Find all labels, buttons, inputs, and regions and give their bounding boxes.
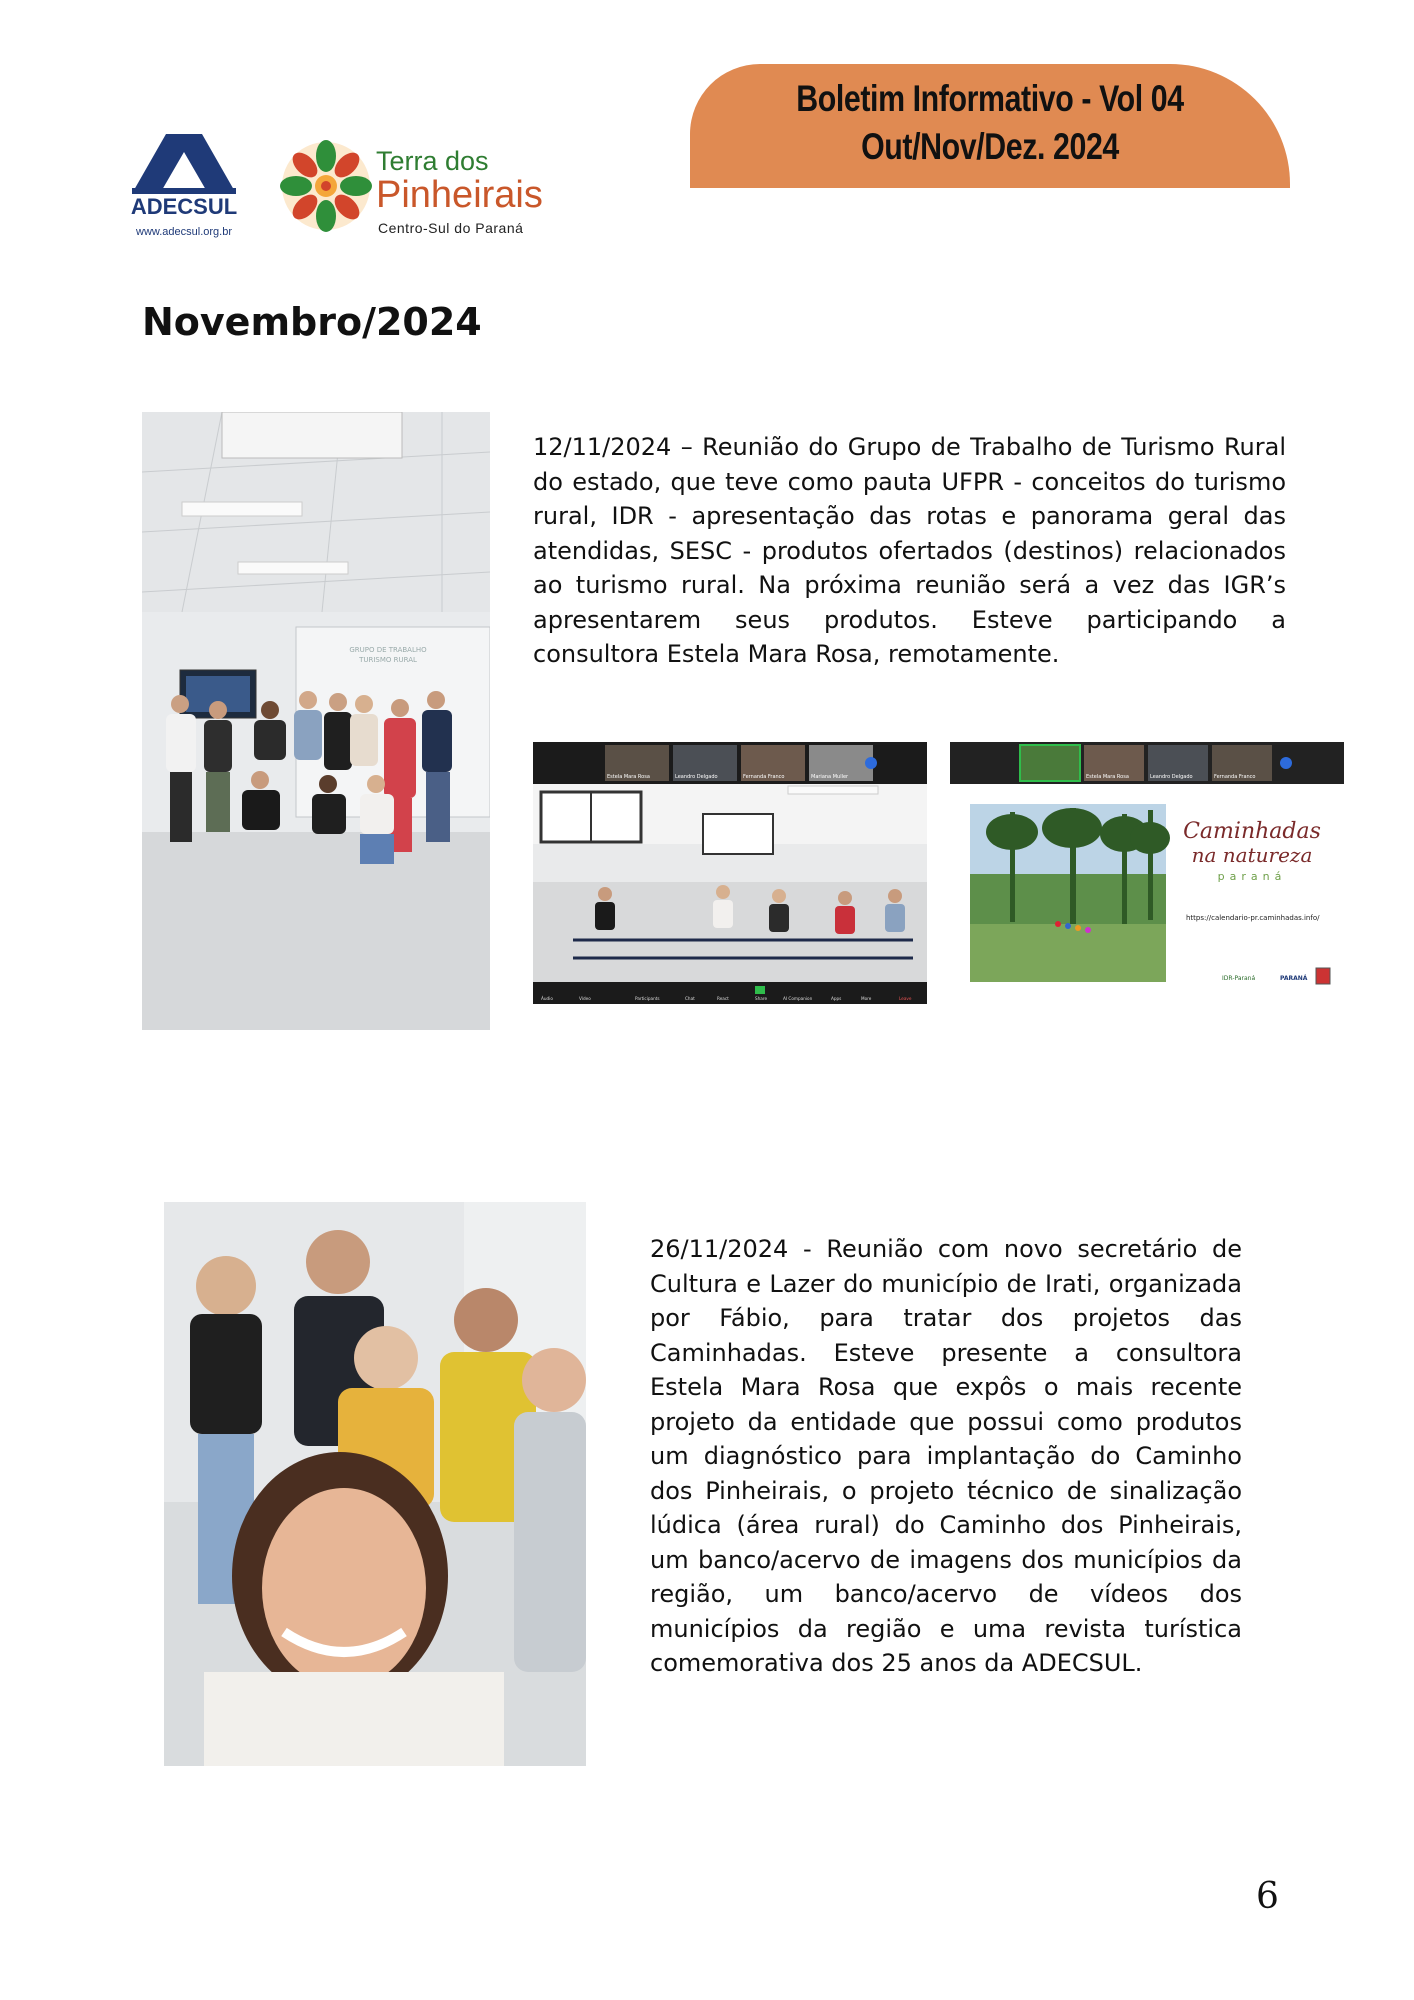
section-title: Novembro/2024 (142, 300, 482, 344)
zoom-tb-audio: Áudio (541, 996, 553, 1001)
adecsul-url: www.adecsul.org.br (136, 226, 232, 238)
footer-parana: PARANÁ (1280, 975, 1308, 982)
zoom-participant-3: Fernanda Franco (743, 774, 785, 780)
pres-participant-1: Estela Mara Rosa (1086, 774, 1129, 780)
zoom-meeting-screenshot (533, 742, 927, 1004)
pres-participant-2: Leandro Delgado (1150, 774, 1193, 780)
adecsul-name: ADECSUL (130, 194, 238, 219)
caminhadas-logo-line3: paraná (1217, 870, 1287, 883)
pres-participant-3: Fernanda Franco (1214, 774, 1256, 780)
adecsul-logo (126, 130, 242, 246)
terra-line2: Pinheirais (376, 174, 543, 216)
adecsul-a-icon (126, 130, 242, 196)
bulletin-title: Boletim Informativo - Vol 04 (796, 78, 1184, 119)
entry-1-text: 12/11/2024 – Reunião do Grupo de Trabalho de Turismo Rural do estado, que teve como pauta UFPR - conceitos do turismo rural, IDR - apresentação das rotas e panorama geral das atendidas, SESC - produtos ofertados (destinos) relacionados ao turismo rural. Na próxima reunião será a vez das IGR’s apresentarem seus produtos. Esteve participando a consultora Estela Mara Rosa, remotamente. (533, 433, 1286, 668)
zoom-presentation-screenshot (950, 742, 1344, 1004)
zoom-tb-share: Share (755, 996, 768, 1001)
entry-2-text: 26/11/2024 - Reunião com novo secretário de Cultura e Lazer do município de Irati, organizada por Fábio, para tratar dos projetos das Caminhadas. Esteve presente a consultora Estela Mara Rosa que expôs o mais recente projeto da entidade que possui como produtos um diagnóstico para implantação do Caminho dos Pinheirais, o projeto técnico de sinalização lúdica (área rural) do Caminho dos Pinheirais, um banco/acervo de imagens dos municípios da região, um banco/acervo de vídeos dos municípios da região e uma revista turística comemorativa dos 25 anos da ADECSUL. (650, 1235, 1242, 1677)
zoom-tb-ai: AI Companion (783, 996, 813, 1001)
zoom-tb-react: React (717, 996, 729, 1001)
flower-icon (276, 136, 376, 236)
zoom-tb-participants: Participants (635, 996, 660, 1001)
footer-idr: IDR-Paraná (1222, 975, 1256, 982)
header-banner (690, 64, 1290, 188)
projection-text2: TURISMO RURAL (359, 656, 417, 664)
caminhadas-logo-line2: na natureza (1191, 843, 1313, 867)
zoom-tb-more: More (861, 996, 872, 1001)
terra-line1: Terra dos (376, 146, 489, 176)
zoom-tb-apps: Apps (831, 996, 842, 1001)
bulletin-period: Out/Nov/Dez. 2024 (861, 126, 1119, 167)
zoom-tb-video: Vídeo (579, 996, 591, 1001)
zoom-tb-leave: Leave (899, 996, 912, 1001)
caminhadas-url: https://calendario-pr.caminhadas.info/ (1186, 914, 1320, 922)
zoom-participant-4: Mariana Muller (811, 774, 849, 780)
zoom-participant-2: Leandro Delgado (675, 774, 718, 780)
zoom-tb-chat: Chat (685, 996, 695, 1001)
zoom-participant-1: Estela Mara Rosa (607, 774, 650, 780)
caminhadas-logo-line1: Caminhadas (1183, 819, 1321, 844)
group-meeting-photo (142, 412, 490, 1030)
projection-text1: GRUPO DE TRABALHO (349, 646, 427, 654)
page-number: 6 (1256, 1876, 1279, 1917)
terra-dos-pinheirais-logo (276, 136, 586, 242)
terra-line3: Centro-Sul do Paraná (378, 220, 524, 236)
selfie-meeting-photo (164, 1202, 586, 1766)
